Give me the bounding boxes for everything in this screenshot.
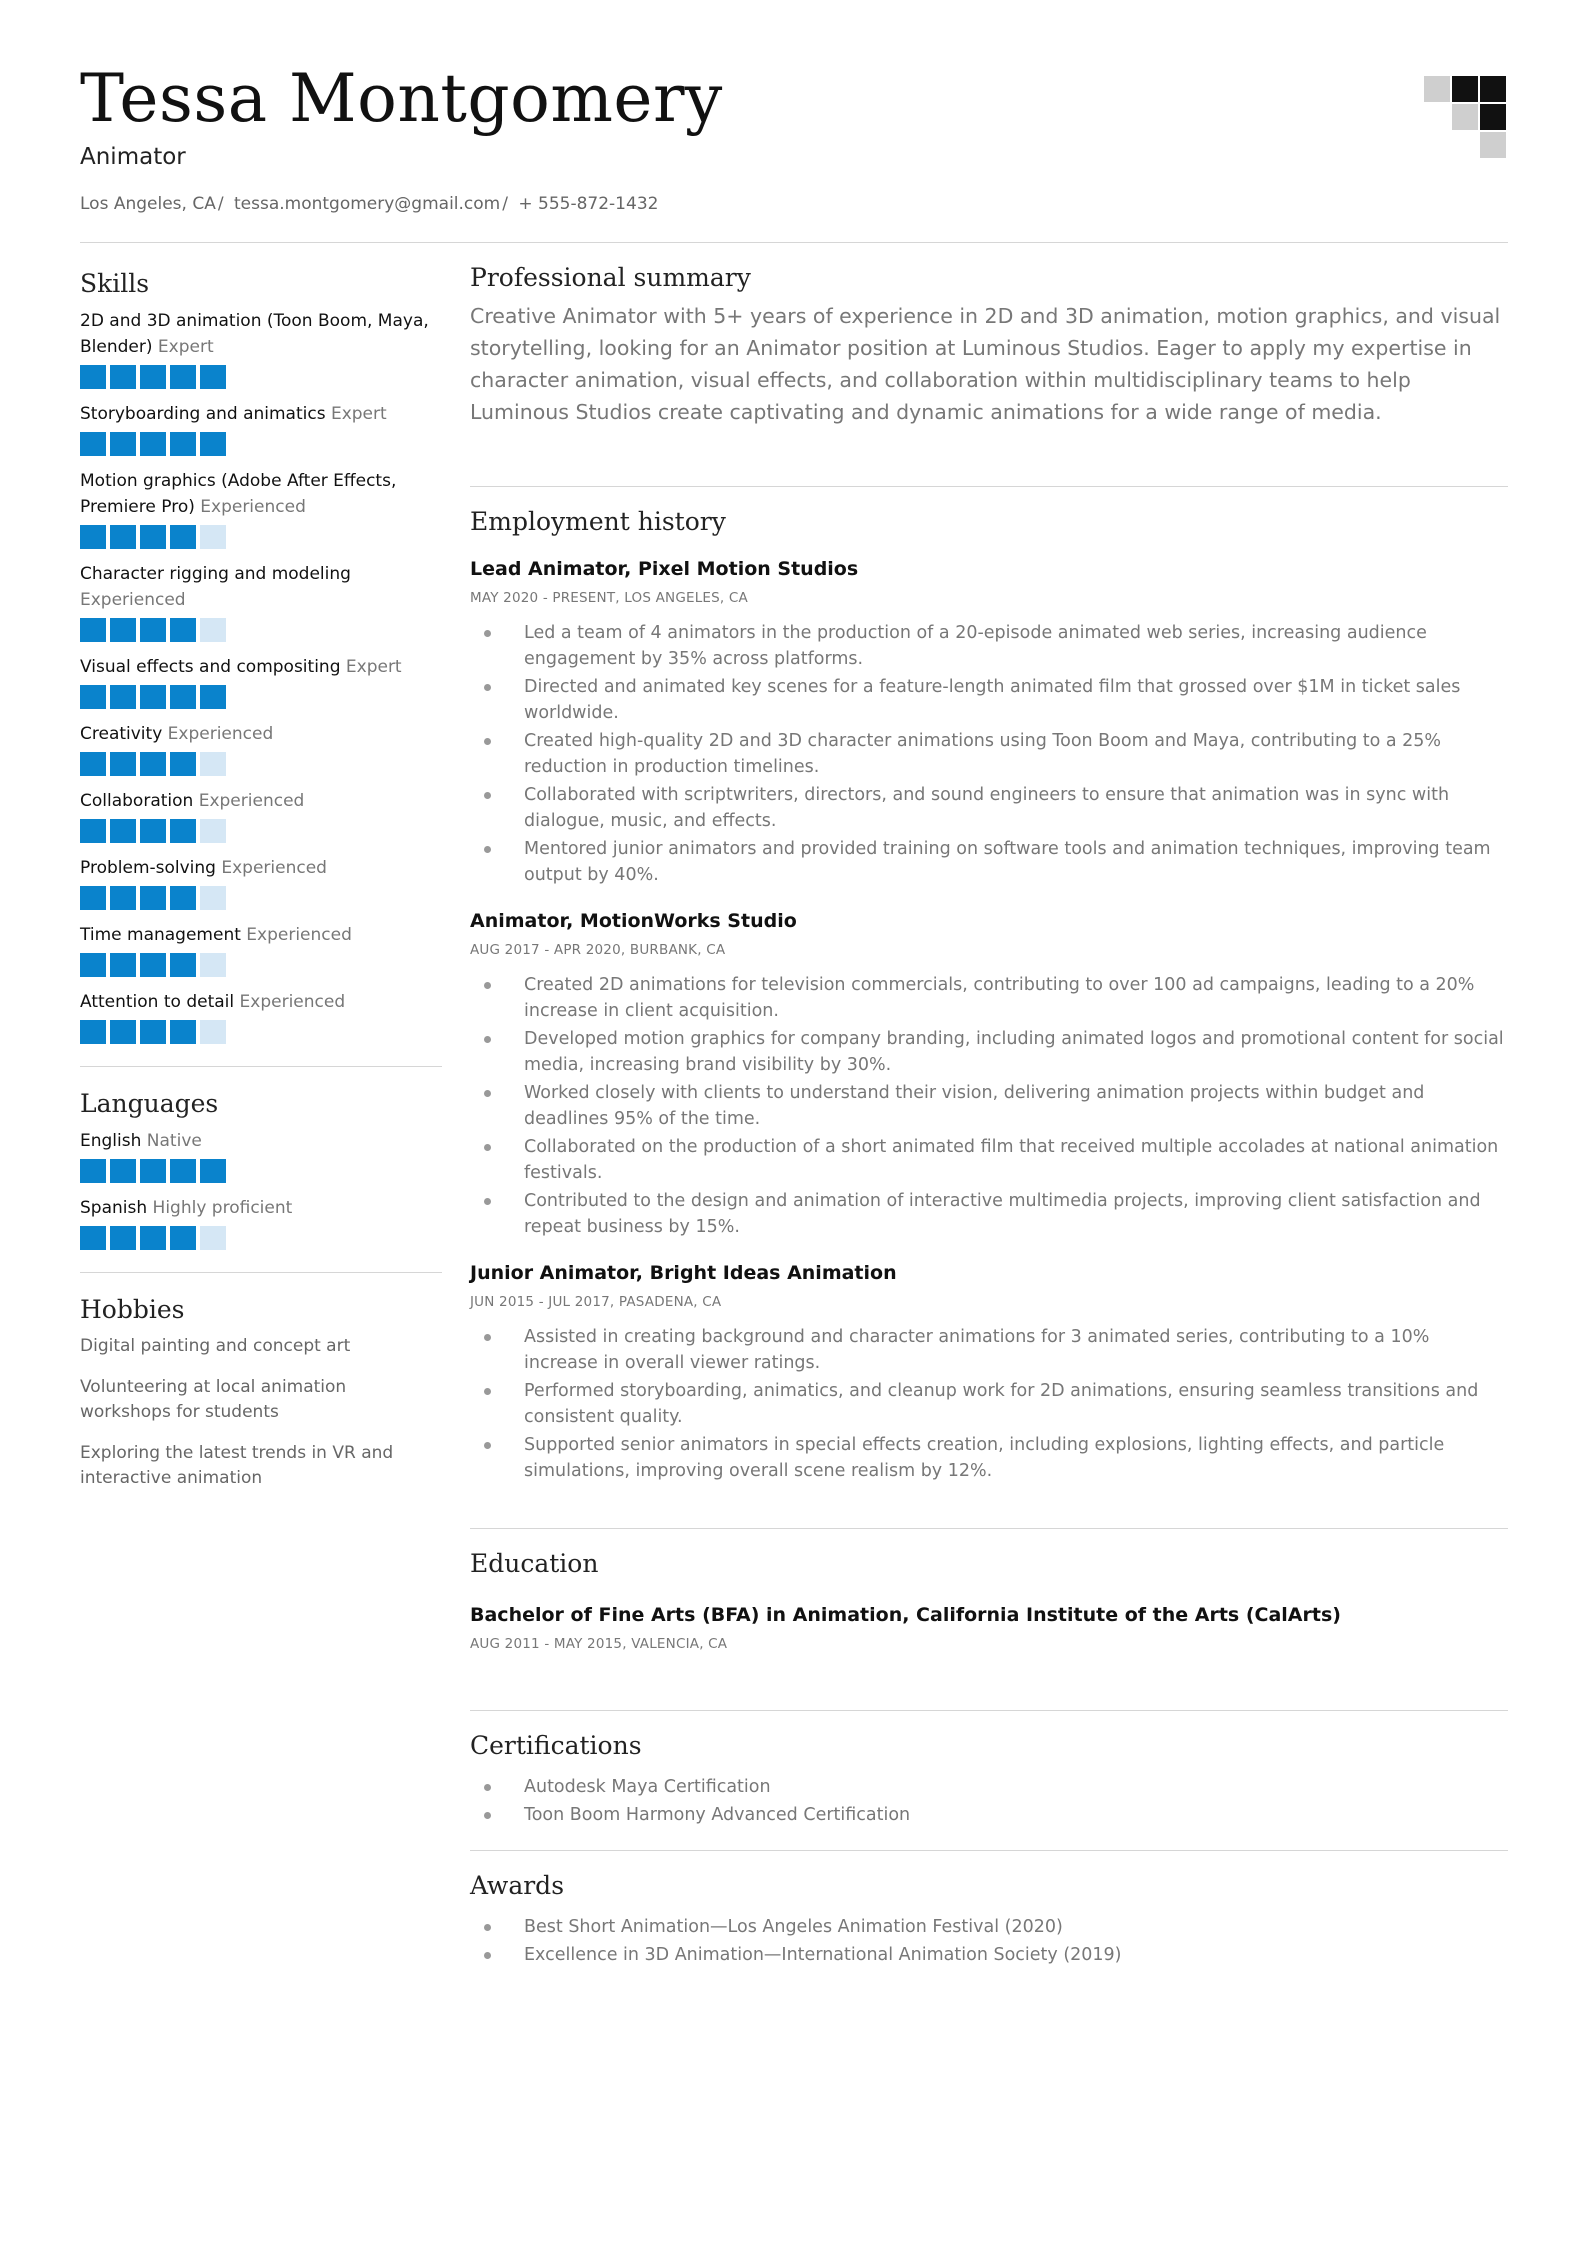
rating-segment bbox=[170, 1159, 196, 1183]
rating-segment bbox=[170, 685, 196, 709]
skill-item-text bbox=[80, 468, 442, 520]
job-bullet: Contributed to the design and animation of interactive multimedia projects, improving client satisfaction and repeat business by 15%. bbox=[470, 1188, 1508, 1240]
skill-item-text bbox=[80, 788, 442, 814]
languages-list bbox=[80, 1128, 442, 1250]
skill-item-name: Time management bbox=[80, 925, 241, 945]
job-bullet: Assisted in creating background and character animations for 3 animated series, contributing to a 10% increase in overall viewer ratings. bbox=[470, 1324, 1508, 1376]
education-heading: Education bbox=[470, 1549, 599, 1578]
rating-segment bbox=[80, 886, 106, 910]
skill-item bbox=[80, 401, 442, 456]
section-divider bbox=[80, 1272, 442, 1273]
rating-segment bbox=[170, 886, 196, 910]
rating-segment bbox=[200, 365, 226, 389]
language-item-level: Highly proficient bbox=[152, 1198, 293, 1218]
job-bullet: Created 2D animations for television commercials, contributing to over 100 ad campaigns, leading to a 20% increase in client acquisition. bbox=[470, 972, 1508, 1024]
jobs-list bbox=[470, 558, 1508, 1484]
language-item-level: Native bbox=[146, 1131, 202, 1151]
job-title: Lead Animator, Pixel Motion Studios bbox=[470, 558, 859, 580]
hobby-item: Volunteering at local animation workshops for students bbox=[80, 1377, 347, 1422]
rating-segment bbox=[80, 953, 106, 977]
rating-segment bbox=[170, 752, 196, 776]
rating-bar bbox=[80, 1159, 442, 1183]
rating-segment bbox=[200, 886, 226, 910]
job-bullet: Performed storyboarding, animatics, and cleanup work for 2D animations, ensuring seamless transitions and consistent quality. bbox=[470, 1378, 1508, 1430]
skills-heading: Skills bbox=[80, 269, 150, 298]
job-bullet: Led a team of 4 animators in the production of a 20-episode animated web series, increasing audience engagement by 35% across platforms. bbox=[470, 620, 1508, 672]
job-bullet: Created high-quality 2D and 3D character animations using Toon Boom and Maya, contributing to a 25% reduction in production timelines. bbox=[470, 728, 1508, 780]
skill-item-name: Visual effects and compositing bbox=[80, 657, 341, 677]
skill-item bbox=[80, 989, 442, 1044]
education-meta: AUG 2011 - MAY 2015, VALENCIA, CA bbox=[470, 1636, 728, 1652]
rating-segment bbox=[110, 432, 136, 456]
skill-item-name: Character rigging and modeling bbox=[80, 564, 351, 584]
contact-location: Los Angeles, CA bbox=[80, 194, 216, 214]
logo-square bbox=[1480, 104, 1506, 130]
rating-segment bbox=[80, 819, 106, 843]
skill-item bbox=[80, 922, 442, 977]
rating-bar bbox=[80, 525, 442, 549]
rating-segment bbox=[170, 525, 196, 549]
rating-segment bbox=[140, 618, 166, 642]
rating-segment bbox=[110, 685, 136, 709]
hobbies-heading: Hobbies bbox=[80, 1295, 185, 1324]
skill-item-level: Experienced bbox=[167, 724, 274, 744]
rating-segment bbox=[80, 365, 106, 389]
skill-item-level: Experienced bbox=[246, 925, 352, 945]
contact-line bbox=[80, 194, 1508, 214]
rating-segment bbox=[80, 525, 106, 549]
summary-heading: Professional summary bbox=[470, 263, 751, 292]
candidate-title: Animator bbox=[80, 144, 186, 170]
rating-bar bbox=[80, 618, 442, 642]
skill-item-level: Expert bbox=[157, 337, 214, 357]
rating-segment bbox=[200, 1159, 226, 1183]
rating-segment bbox=[170, 432, 196, 456]
language-item bbox=[80, 1195, 442, 1250]
rating-segment bbox=[140, 886, 166, 910]
job-bullets bbox=[470, 972, 1508, 1240]
employment-heading: Employment history bbox=[470, 507, 726, 536]
rating-segment bbox=[200, 953, 226, 977]
rating-segment bbox=[200, 752, 226, 776]
left-column bbox=[80, 263, 442, 1970]
skill-item-text bbox=[80, 561, 442, 613]
job-title: Animator, MotionWorks Studio bbox=[470, 910, 797, 932]
section-divider bbox=[470, 1528, 1508, 1529]
skill-item-text bbox=[80, 721, 442, 747]
language-item-name: Spanish bbox=[80, 1198, 148, 1218]
logo-square bbox=[1452, 104, 1478, 130]
rating-segment bbox=[110, 1159, 136, 1183]
rating-segment bbox=[170, 365, 196, 389]
right-column bbox=[470, 263, 1508, 1970]
rating-segment bbox=[170, 618, 196, 642]
language-item bbox=[80, 1128, 442, 1183]
skill-item bbox=[80, 788, 442, 843]
rating-segment bbox=[80, 618, 106, 642]
job-bullet: Developed motion graphics for company branding, including animated logos and promotional content for social media, increasing brand visibility by 30%. bbox=[470, 1026, 1508, 1078]
rating-segment bbox=[140, 752, 166, 776]
candidate-name: Tessa Montgomery bbox=[80, 60, 723, 137]
rating-segment bbox=[200, 618, 226, 642]
section-divider bbox=[80, 1066, 442, 1067]
rating-segment bbox=[80, 432, 106, 456]
skill-item-name: Motion graphics (Adobe After Effects, Premiere Pro) bbox=[80, 471, 397, 517]
job-bullets bbox=[470, 1324, 1508, 1484]
resume-header bbox=[80, 0, 1508, 243]
hobby-item: Exploring the latest trends in VR and interactive animation bbox=[80, 1443, 394, 1488]
rating-segment bbox=[200, 819, 226, 843]
skill-item-level: Experienced bbox=[200, 497, 306, 517]
job-bullet: Collaborated on the production of a short animated film that received multiple accolades at national animation festivals. bbox=[470, 1134, 1508, 1186]
awards-heading: Awards bbox=[470, 1871, 565, 1900]
skill-item bbox=[80, 721, 442, 776]
education-entry bbox=[470, 1604, 1508, 1652]
rating-segment bbox=[140, 1020, 166, 1044]
section-divider bbox=[470, 486, 1508, 487]
skill-item-text bbox=[80, 654, 442, 680]
job-entry bbox=[470, 910, 1508, 1240]
skill-item-text bbox=[80, 922, 442, 948]
rating-segment bbox=[80, 1226, 106, 1250]
job-entry bbox=[470, 558, 1508, 888]
section-divider bbox=[470, 1850, 1508, 1851]
job-entry bbox=[470, 1262, 1508, 1484]
rating-segment bbox=[170, 1020, 196, 1044]
rating-segment bbox=[200, 1020, 226, 1044]
language-item-name: English bbox=[80, 1131, 142, 1151]
certification-item: Autodesk Maya Certification bbox=[470, 1774, 1508, 1800]
rating-segment bbox=[140, 1159, 166, 1183]
rating-segment bbox=[170, 1226, 196, 1250]
rating-bar bbox=[80, 685, 442, 709]
rating-bar bbox=[80, 1226, 442, 1250]
job-meta: JUN 2015 - JUL 2017, PASADENA, CA bbox=[470, 1294, 722, 1310]
award-item: Excellence in 3D Animation—International Animation Society (2019) bbox=[470, 1942, 1508, 1968]
certifications-list bbox=[470, 1774, 1508, 1828]
rating-bar bbox=[80, 953, 442, 977]
rating-segment bbox=[110, 819, 136, 843]
job-bullet: Worked closely with clients to understand their vision, delivering animation projects within budget and deadlines 95% of the time. bbox=[470, 1080, 1508, 1132]
rating-segment bbox=[170, 819, 196, 843]
award-item: Best Short Animation—Los Angeles Animation Festival (2020) bbox=[470, 1914, 1508, 1940]
logo-square bbox=[1452, 76, 1478, 102]
skill-item-level: Experienced bbox=[239, 992, 346, 1012]
skill-item-name: Collaboration bbox=[80, 791, 194, 811]
rating-bar bbox=[80, 886, 442, 910]
rating-segment bbox=[110, 752, 136, 776]
skills-list bbox=[80, 308, 442, 1044]
contact-email[interactable]: tessa.montgomery@gmail.com bbox=[233, 194, 501, 214]
hobbies-list bbox=[80, 1334, 442, 1491]
resume-logo-icon bbox=[1424, 76, 1508, 160]
rating-segment bbox=[140, 685, 166, 709]
rating-segment bbox=[200, 432, 226, 456]
job-bullet: Supported senior animators in special effects creation, including explosions, lighting effects, and particle simulations, improving overall scene realism by 12%. bbox=[470, 1432, 1508, 1484]
section-divider bbox=[470, 1710, 1508, 1711]
rating-segment bbox=[140, 525, 166, 549]
job-bullet: Directed and animated key scenes for a feature-length animated film that grossed over $1M in ticket sales worldwide. bbox=[470, 674, 1508, 726]
rating-segment bbox=[80, 1020, 106, 1044]
skill-item-name: Creativity bbox=[80, 724, 163, 744]
job-meta: MAY 2020 - PRESENT, LOS ANGELES, CA bbox=[470, 590, 748, 606]
skill-item-name: Attention to detail bbox=[80, 992, 235, 1012]
rating-segment bbox=[110, 886, 136, 910]
rating-bar bbox=[80, 432, 442, 456]
summary-text: Creative Animator with 5+ years of experience in 2D and 3D animation, motion graphics, and visual storytelling, looking for an Animator position at Luminous Studios. Eager to apply my expertise in character animation, visual effects, and collaboration within multidisciplinary teams to help Luminous Studios create captivating and dynamic animations for a wide range of media. bbox=[470, 304, 1501, 424]
rating-segment bbox=[110, 525, 136, 549]
job-meta: AUG 2017 - APR 2020, BURBANK, CA bbox=[470, 942, 726, 958]
rating-segment bbox=[140, 1226, 166, 1250]
rating-segment bbox=[80, 752, 106, 776]
job-bullet: Mentored junior animators and provided training on software tools and animation techniques, improving team output by 40%. bbox=[470, 836, 1508, 888]
rating-segment bbox=[140, 953, 166, 977]
certification-item: Toon Boom Harmony Advanced Certification bbox=[470, 1802, 1508, 1828]
languages-heading: Languages bbox=[80, 1089, 219, 1118]
skill-item-name: 2D and 3D animation (Toon Boom, Maya, Blender) bbox=[80, 311, 429, 357]
skill-item-name: Problem-solving bbox=[80, 858, 216, 878]
job-bullets bbox=[470, 620, 1508, 888]
skill-item bbox=[80, 654, 442, 709]
skill-item-text bbox=[80, 401, 442, 427]
rating-segment bbox=[200, 685, 226, 709]
resume-body bbox=[80, 263, 1508, 1970]
skill-item bbox=[80, 561, 442, 642]
rating-segment bbox=[80, 685, 106, 709]
logo-square bbox=[1480, 132, 1506, 158]
skill-item-text bbox=[80, 989, 442, 1015]
skill-item-level: Experienced bbox=[80, 590, 186, 610]
rating-segment bbox=[110, 1226, 136, 1250]
skill-item bbox=[80, 308, 442, 389]
rating-segment bbox=[110, 1020, 136, 1044]
contact-separator: / bbox=[502, 194, 508, 214]
rating-segment bbox=[140, 432, 166, 456]
rating-bar bbox=[80, 819, 442, 843]
rating-segment bbox=[110, 618, 136, 642]
skill-item-text bbox=[80, 308, 442, 360]
rating-bar bbox=[80, 365, 442, 389]
rating-segment bbox=[170, 953, 196, 977]
skill-item-level: Experienced bbox=[198, 791, 305, 811]
language-item-text bbox=[80, 1195, 442, 1221]
skill-item-name: Storyboarding and animatics bbox=[80, 404, 326, 424]
awards-list bbox=[470, 1914, 1508, 1968]
rating-segment bbox=[110, 365, 136, 389]
rating-segment bbox=[140, 819, 166, 843]
rating-segment bbox=[200, 525, 226, 549]
rating-segment bbox=[200, 1226, 226, 1250]
rating-segment bbox=[80, 1159, 106, 1183]
contact-separator: / bbox=[217, 194, 224, 214]
skill-item-level: Experienced bbox=[221, 858, 327, 878]
logo-square bbox=[1480, 76, 1506, 102]
skill-item bbox=[80, 468, 442, 549]
skill-item-level: Expert bbox=[345, 657, 402, 677]
job-bullet: Collaborated with scriptwriters, directors, and sound engineers to ensure that animation was in sync with dialogue, music, and effects. bbox=[470, 782, 1508, 834]
job-title: Junior Animator, Bright Ideas Animation bbox=[470, 1262, 897, 1284]
rating-segment bbox=[140, 365, 166, 389]
skill-item-text bbox=[80, 855, 442, 881]
language-item-text bbox=[80, 1128, 442, 1154]
education-title: Bachelor of Fine Arts (BFA) in Animation, California Institute of the Arts (CalArts) bbox=[470, 1604, 1341, 1626]
skill-item bbox=[80, 855, 442, 910]
hobby-item: Digital painting and concept art bbox=[80, 1336, 351, 1356]
contact-phone[interactable]: + 555-872-1432 bbox=[518, 194, 659, 214]
skill-item-level: Expert bbox=[330, 404, 387, 424]
header-divider bbox=[80, 242, 1508, 243]
rating-bar bbox=[80, 1020, 442, 1044]
rating-segment bbox=[110, 953, 136, 977]
logo-square bbox=[1424, 76, 1450, 102]
certifications-heading: Certifications bbox=[470, 1731, 642, 1760]
rating-bar bbox=[80, 752, 442, 776]
